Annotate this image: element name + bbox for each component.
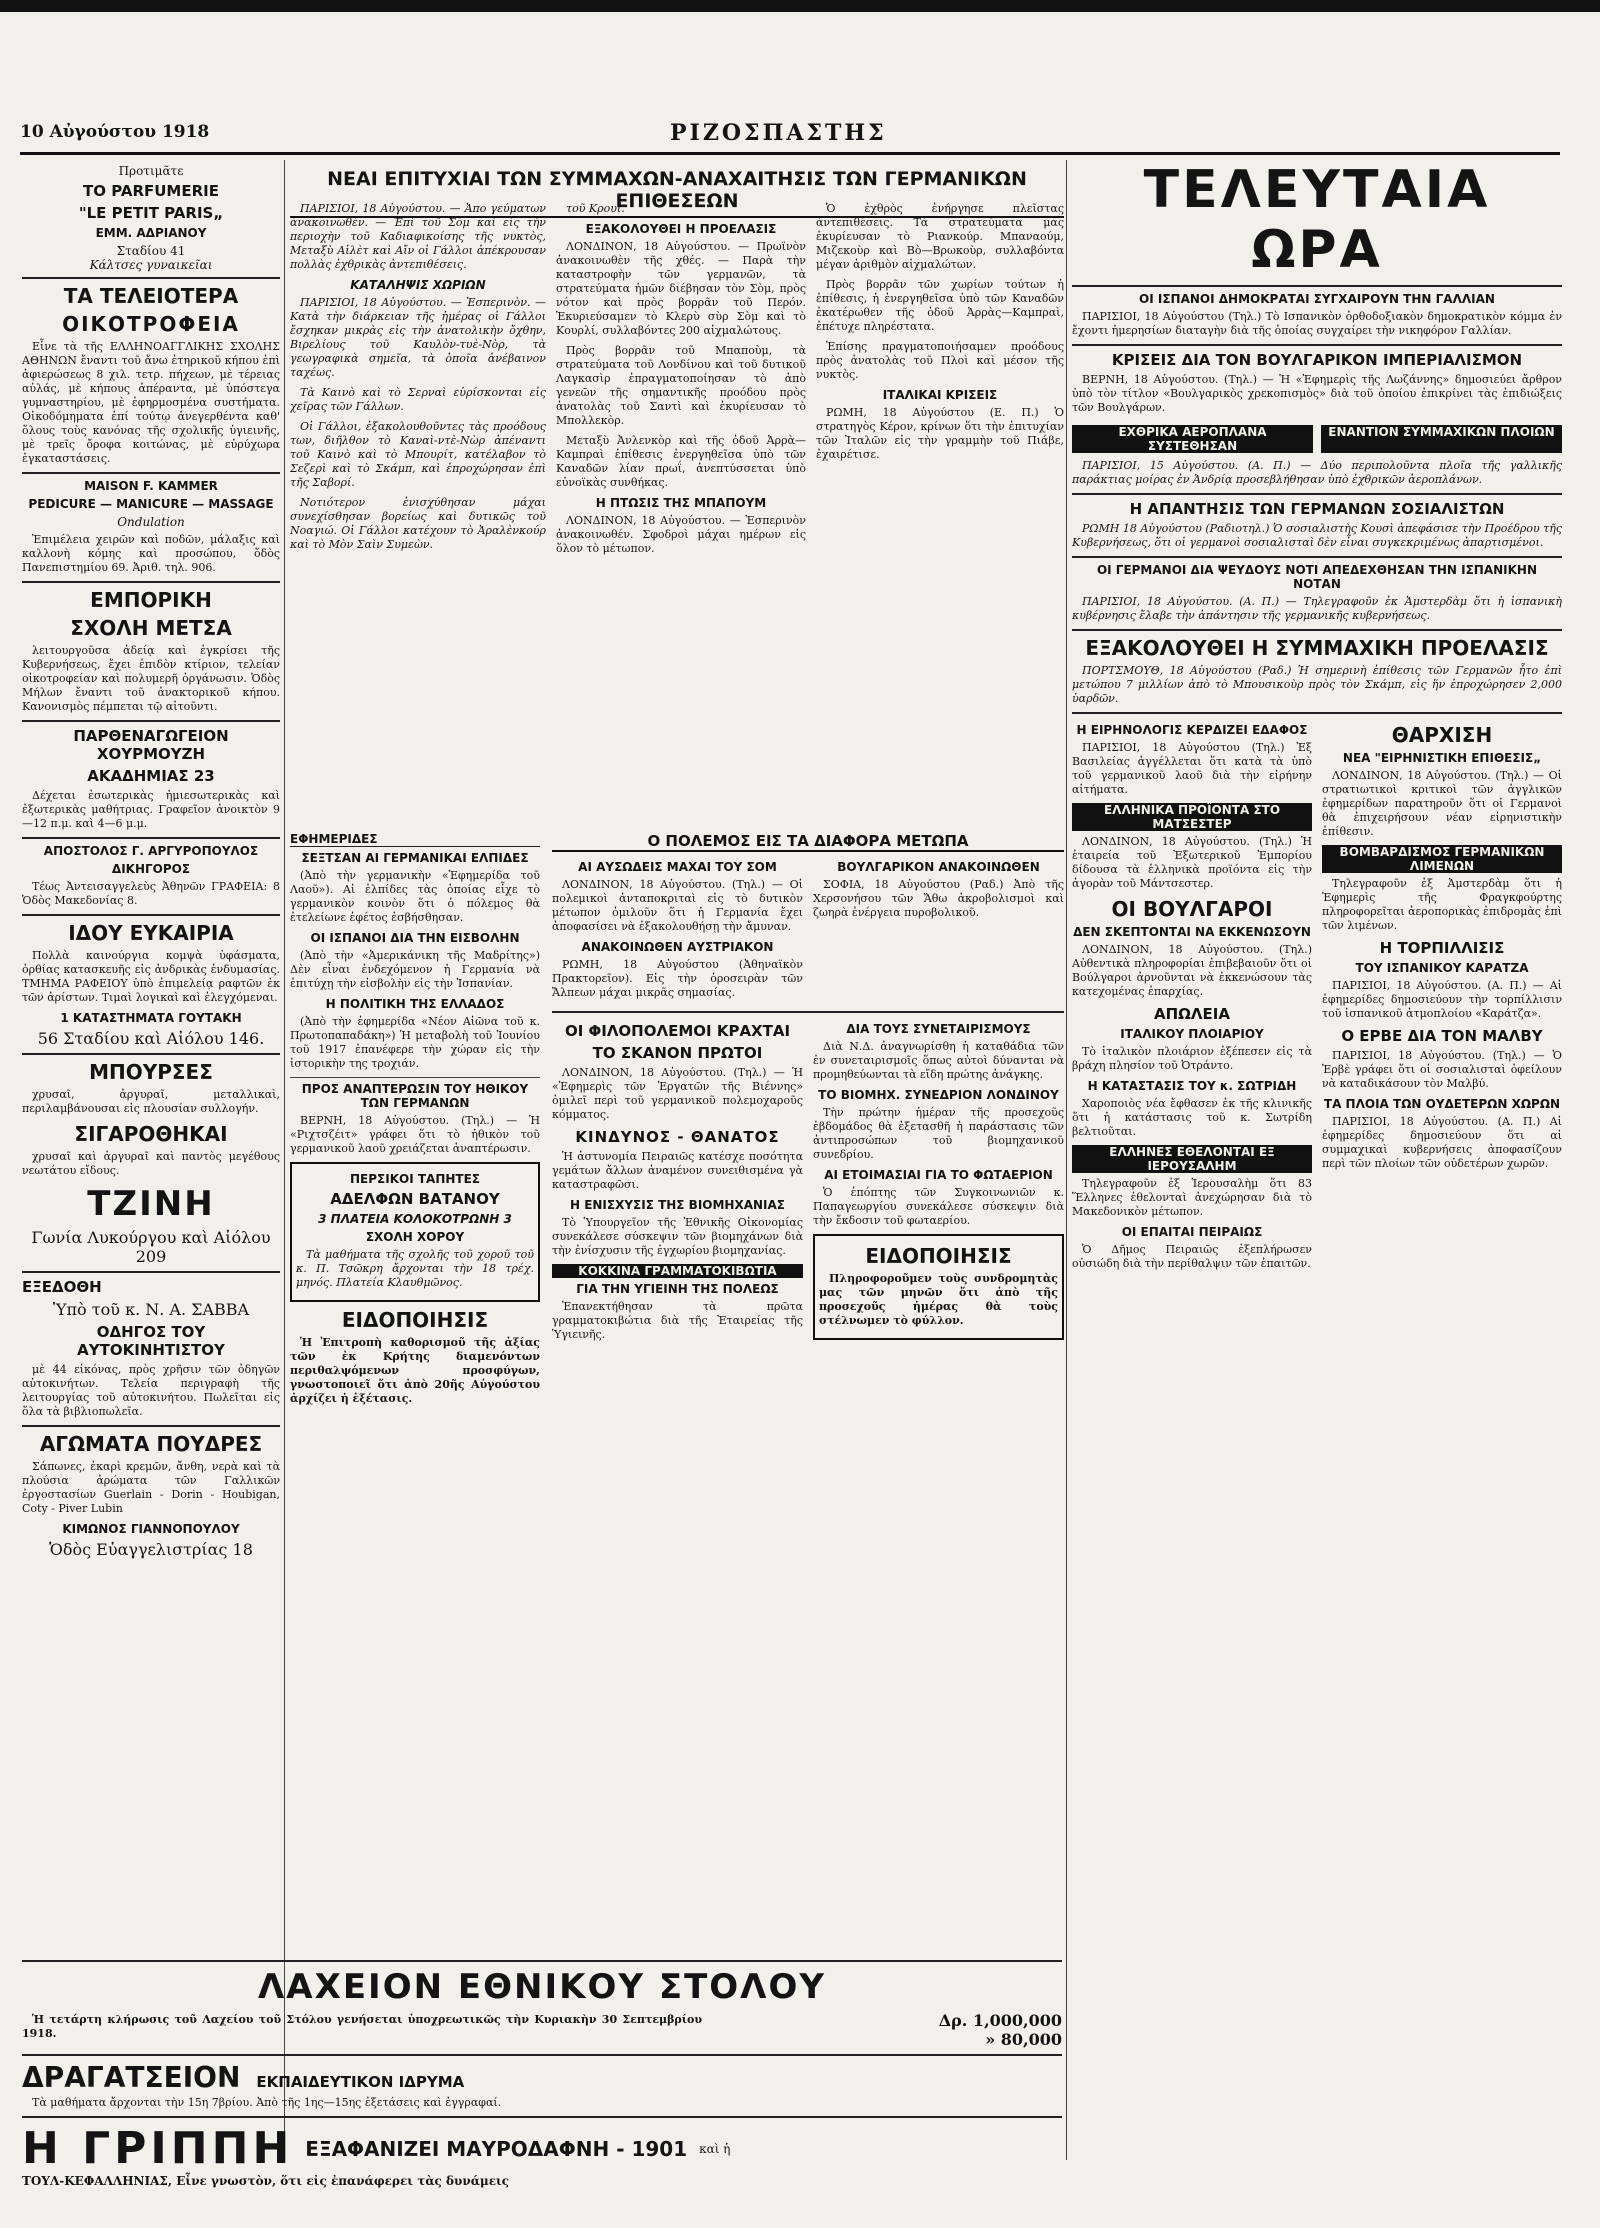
lottery-row (22, 2011, 1062, 2049)
lottery-title: ΛΑΧΕΙΟΝ ΕΘΝΙΚΟΥ ΣΤΟΛΟΥ (257, 1967, 826, 2007)
article-subtitle: ΔΕΝ ΣΚΕΠΤΟΝΤΑΙ ΝΑ ΕΚΚΕΝΩΣΟΥΝ (1073, 925, 1311, 939)
ad-title: ΜΠΟΥΡΣΕΣ (89, 1060, 213, 1084)
gripi-footer: ΤΟΥΛ-ΚΕΦΑΛΛΗΝΙΑΣ, Εἶνε γνωστὸν, ὅτι εἰς ἐπανάφερει τὰς δυνάμεις (22, 2174, 510, 2188)
article-text: ΛΟΝΔΙΝΟΝ, 18 Αὐγούστου. (Τηλ.) — Ἡ «Ἐφημερὶς τῶν Ἐργατῶν τῆς Βιέννης» ὁμιλεῖ περὶ τοῦ γερμανικοῦ πολεμοχαροῦς κόμματος. (552, 1066, 803, 1121)
article-text: Ἡ ἀστυνομία Πειραιῶς κατέσχε ποσότητα γεμάτων ἄλλων ἀναμένον συνειθισμένα γὰ καταστραφῶσι. (552, 1150, 803, 1191)
article-title: ΚΟΚΚΙΝΑ ΓΡΑΜΜΑΤΟΚΙΒΩΤΙΑ (552, 1264, 803, 1278)
article-subtitle: ΣΕΞΤΣΑΝ ΑΙ ΓΕΡΜΑΝΙΚΑΙ ΕΛΠΙΔΕΣ (301, 851, 529, 865)
gripi-subtitle: ΕΞΑΦΑΝΙΖΕΙ ΜΑΥΡΟΔΑΦΝΗ - 1901 (305, 2136, 688, 2161)
divider (22, 1960, 1062, 1962)
divider (22, 2054, 1062, 2056)
ad-title: ΤΖΙΝΗ (87, 1184, 215, 1224)
article-text: Πρὸς βορρᾶν τῶν χωρίων τούτων ἡ ἐπίθεσις, ἡ ἐνεργηθεῖσα ὑπὸ τῶν Καναδῶν ἐκατέρωθεν τῆς ὁδοῦ Ἀρρὰς—Καμπραὶ, ἐπέτυχε πληρέστατα. (816, 278, 1064, 333)
masthead (20, 118, 1580, 148)
article-text: (Ἀπὸ τὴν γερμανικὴν «Ἐφημερίδα τοῦ Λαοῦ»). Αἱ ἐλπίδες τὰς ὁποίας εἶχε τὸ γερμανικὸν κοινὸν ὅτι ὁ πόλεμος θὰ ἐτελείωνε ἐφέτος ἐσβήσθησαν. (290, 869, 540, 924)
divider (22, 1053, 280, 1055)
article-text: Τὸ Ὑπουργεῖον τῆς Ἐθνικῆς Οἰκονομίας συνεκάλεσε σύσκεψιν τῶν βιομηχάνων διὰ τὴν ἐνίσχυσιν τῆς ἐγχωρίου βιομηχανίας. (552, 1216, 803, 1257)
article-text: Ἐπανεκτήθησαν τὰ πρῶτα γραμματοκιβώτια διὰ τῆς Ἐταιρείας τῆς Ὑγιεινῆς. (552, 1300, 803, 1341)
ad-text: Ἐπιμέλεια χειρῶν καὶ ποδῶν, μάλαξις καὶ καλλονὴ κόμης καὶ προσώπου, ὅδὸς Πανεπιστημίου 69. Ἀριθ. τηλ. 906. (22, 533, 280, 574)
article-text: ΛΟΝΔΙΝΟΝ, 18 Αὐγούστου. — Ἑσπερινὸν ἀνακοινωθέν. Σφοδροὶ μάχαι ημέρων εἰς ὅλον τὸ μέτωπον. (556, 514, 806, 555)
ad-text: Σάπωνες, ἐκαρὶ κρεμῶν, ἄνθη, νερὰ καὶ τὰ πλούσια ἀρώματα τῶν Γαλλικῶν ἐργοστασίων Guerlain - Dorin - Houbigan, Coty - Piver Lubin (22, 1460, 280, 1515)
article-title: ΑΙ ΕΤΟΙΜΑΣΙΑΙ ΓΙΑ ΤΟ ΦΩΤΑΕΡΙΟΝ (824, 1168, 1053, 1182)
divider (22, 2116, 1062, 2118)
persian-carpets-ad (290, 1162, 540, 1302)
notice-box (813, 1234, 1064, 1340)
article-text: Ἐπίσης πραγματοποιήσαμεν προόδους πρὸς ἀνατολὰς τοῦ Πλοὶ καὶ μέσον τῆς νυκτὸς. (816, 340, 1064, 381)
article-subtitle: ΙΤΑΛΙΚΑΙ ΚΡΙΣΕΙΣ (882, 388, 998, 402)
article-title: ΒΟΜΒΑΡΔΙΣΜΟΣ ΓΕΡΜΑΝΙΚΩΝ ΛΙΜΕΝΩΝ (1322, 845, 1562, 873)
war-headline: ΝΕΑΙ ΕΠΙΤΥΧΙΑΙ ΤΩΝ ΣΥΜΜΑΧΩΝ-ΑΝΑΧΑΙΤΗΣΙΣ ΤΩΝ ΓΕΡΜΑΝΙΚΩΝ ΕΠΙΘΕΣΕΩΝ (290, 168, 1064, 218)
notice-text: Πληροφοροῦμεν τοὺς συνδρομητὰς μας τῶν μηνῶν ὅτι ἀπὸ τῆς προσεχοῦς ἡμέρας θὰ τοὺς στέλνωμεν τὸ φύλλον. (819, 1272, 1058, 1327)
ad-owner: ΕΜΜ. ΑΔΡΙΑΝΟΥ (95, 226, 207, 240)
ad-text: Εἶνε τὰ τῆς ΕΛΛΗΝΟΑΓΓΛΙΚΗΣ ΣΧΟΛΗΣ ΑΘΗΝΩΝ ἔναντι τοῦ ἄνω ἐτηρικοῦ κήπου ἐπὶ ἀφιερώσεως 8 χιλ. τετρ. πήχεων, μὲ τέρειας αὐλάς, μὲ κήπους ἀπέραντα, μὲ ὑπόστεγα γυμναστηρίου, μὲ ἐφηρμοσμένα συστήματα. Οἰκοδόμηματα ἐπί τούτῳ ἀνεγερθέντα καθ' ὅλους τοὺς κανόνας τῆς σχολικῆς ὑγιεινῆς, μὲ τρεῖς ὄροφα κοιτώνας, μὲ εὐρύχωρα ἐγκαταστάσεις. (22, 340, 280, 465)
ad-title: ΟΔΗΓΟΣ ΤΟΥ ΑΥΤΟΚΙΝΗΤΙΣΤΟΥ (77, 1323, 225, 1359)
ad-text: χρυσαῖ καὶ ἀργυραῖ καὶ παντὸς μεγέθους νεωτάτου εἴδους. (22, 1150, 280, 1177)
article-title: ΔΙΑ ΤΟΥΣ ΣΥΝΕΤΑΙΡΙΣΜΟΥΣ (846, 1022, 1031, 1036)
divider (1072, 712, 1562, 714)
parfumerie-ad (22, 164, 280, 272)
late-news-title: ΤΕΛΕΥΤΑΙΑ ΩΡΑ (1143, 160, 1491, 280)
article-subtitle: ΙΤΑΛΙΚΟΥ ΠΛΟΙΑΡΙΟΥ (1120, 1027, 1264, 1041)
ad-title: ΟΙΚΟΤΡΟΦΕΙΑ (62, 312, 240, 336)
notice-title: ΕΙΔΟΠΟΙΗΣΙΣ (341, 1308, 489, 1332)
lower-ads (22, 1955, 1062, 2188)
ad-text: λειτουργοῦσα ἀδείᾳ καὶ ἐγκρίσει τῆς Κυβερνήσεως, ἔχει ἐπιδὸν κτίριον, τελείαν οἰκοτροφείαν καὶ πολυμερῆ ὀργάνωσιν. Ὁδὸς Μήλων ἔναντι τοῦ ἀνακτορικοῦ κήπου. Κανονισμὸς πέμπεται τῷ αἰτοῦντι. (22, 644, 280, 713)
divider (22, 581, 280, 583)
ad-address: Σταδίου 41 (116, 244, 186, 258)
article-text: ΠΑΡΙΣΙΟΙ, 18 Αὐγούστου (Τηλ.) Τὸ Ισπανικὸν ὀρθοδοξιακὸν δημοκρατικὸν κόμμα ἐν ἔχοντι ἡμερησίων διαταγὴν διὰ τῆς ὁποίας συγχαίρει τὴν νικηφόρον Γαλλίαν. (1072, 310, 1562, 337)
ad-title: ΑΚΑΔΗΜΙΑΣ 23 (87, 767, 215, 785)
article-text: (Ἀπὸ τὴν ἐφημερίδα «Νέον Αἰῶνα τοῦ κ. Πρωτοπαπαδάκη») Ἡ μεταβολὴ τοῦ Ἰουνίου τοῦ 1917 ἐπανέφερε τὴν χώραν εἰς τὴν ἱστορικὴν της τροχιάν. (290, 1015, 540, 1070)
divider (1072, 344, 1562, 346)
article-title: ΕΛΛΗΝΕΣ ΕΘΕΛΟΝΤΑΙ ΕΞ ΙΕΡΟΥΣΑΛΗΜ (1072, 1145, 1312, 1173)
news-column (290, 200, 546, 820)
ad-title: ΑΔΕΛΦΩΝ ΒΑΤΑΝΟΥ (330, 1190, 500, 1208)
ad-text: Ὑπὸ τοῦ κ. Ν. Α. ΣΑΒΒΑ (52, 1300, 250, 1319)
article-title: ΟΙ ΒΟΥΛΓΑΡΟΙ (1111, 897, 1273, 921)
article-subtitle: ΒΟΥΛΓΑΡΙΚΟΝ ΑΝΑΚΟΙΝΩΘΕΝ (837, 860, 1040, 874)
article-subtitle: ΑΙ ΑΥΣΩΔΕΙΣ ΜΑΧΑΙ ΤΟΥ ΣΟΜ (578, 860, 777, 874)
dragatseion-row (22, 2061, 1062, 2094)
war-fronts-section (552, 828, 1064, 1348)
article-subtitle: ΤΟΥ ΙΣΠΑΝΙΚΟΥ ΚΑΡΑΤΖΑ (1355, 961, 1529, 975)
school-text: Τὰ μαθήματα ἄρχονται τὴν 15η 7βρίου. Ἀπὸ τῆς 1ης—15ης ἐξετάσεις καὶ ἐγγραφαί. (32, 2096, 502, 2109)
lottery-amounts (939, 2011, 1062, 2049)
article-text: ΛΟΝΔΙΝΟΝ, 18 Αὐγούστου. — Πρωϊνὸν ἀνακοινωθὲν τῆς χθές. — Παρὰ τὴν καταστροφὴν τῶν γερμανῶν, τὰ στρατεύματα ἡμῶν διέβησαν τὸν Σὸμ, πρὸς νότον καὶ πρὸς βορρᾶν τοῦ Περόν. Ἐκυριεύσαμεν τὸ Κλερὺ σὺρ Σὸμ καὶ τὸ Κουρλί, συλλαβόντες 200 αἰχμαλώτους. (556, 240, 806, 337)
article-text: ΛΟΝΔΙΝΟΝ, 18 Αὐγούστου. (Τηλ.) Αὐθεντικὰ πληροφορίαι ἐπιβεβαιοῦν ὅτι οἱ Βούλγαροι ἀρνοῦνται νὰ ἐκκενώσουν τὰς κατεχομένας ἐπαρχίας. (1072, 943, 1312, 998)
article-text: ΠΑΡΙΣΙΟΙ, 18 Αὐγούστου. — Ἀπο γεύματων ἀνακοινωθέν. — Ἐπὶ τοῦ Σὸμ καὶ εἰς τὴν περιοχὴν τοῦ Καδιαφικοίσης τῆς νυκτὸς, Μεταξὺ Αἰλὲτ καὶ Αἴν οἱ Γάλλοι ἀπέκρουσαν πολλὰς ἐχθρικὰς ἀντεπιθέσεις. (290, 202, 546, 271)
article-title: Η ΕΝΙΣΧΥΣΙΣ ΤΗΣ ΒΙΟΜΗΧΑΝΙΑΣ (569, 1198, 786, 1212)
masthead-rule (20, 152, 1560, 155)
ad-text: Κάλτσες γυναικεῖαι (89, 258, 213, 272)
article-title: Η ΑΠΑΝΤΗΣΙΣ ΤΩΝ ΓΕΡΜΑΝΩΝ ΣΟΣΙΑΛΙΣΤΩΝ (1129, 500, 1505, 518)
article-text: ΛΟΝΔΙΝΟΝ, 18 Αὐγούστου. (Τηλ.) Ἡ ἑταιρεία τοῦ Ἐξωτερικοῦ Ἐμπορίου δίδουσα τὰ ἑλληνικὰ προϊόντα εἰς τὴν ἀγορὰν τοῦ Μάντσεστερ. (1072, 835, 1312, 890)
article-text: ΒΕΡΝΗ, 18 Αὐγούστου. (Τηλ.) — Ἡ «Ἐφημερὶς τῆς Λωζάννης» δημοσιεύει ἄρθρον ὑπὸ τὸν τίτλον «Βουλγαρικὸς χρεκοπισμὸς» διὰ τοῦ ὁποίου ἐπικρίνει τὰς ἐπιδιώξεις τῶν Βουλγάρων. (1072, 373, 1562, 414)
article-text: ΠΑΡΙΣΙΟΙ, 18 Αὐγούστου. (Α. Π.) — Τηλεγραφοῦν ἐκ Ἀμστερδὰμ ὅτι ἡ ἱσπανικὴ κυβέρνησις ἔλαβε τὴν ἀπάντησιν τῆς γερμανικῆς κυβερνήσεως. (1072, 595, 1562, 622)
ad-address: Ὁδὸς Εὐαγγελιστρίας 18 (49, 1540, 253, 1559)
ad-title: ΑΠΟΣΤΟΛΟΣ Γ. ΑΡΓΥΡΟΠΟΥΛΟΣ (43, 844, 259, 858)
ad-title: ΕΜΠΟΡΙΚΗ (90, 588, 212, 612)
ad-text: Πολλὰ καινούργια κομψὰ ὑφάσματα, ὀρθίας κατασκευῆς εἰς ἀνδρικὰς ἐνδυμασίας. ΤΜΗΜΑ ΡΑΦΕΙΟΥ ὑπὸ ἐπιμελείᾳ ραφτῶν ἐκ τῶν ἀρίστων. Τιμαὶ λογικαὶ καὶ ἐλεγχόμεναι. (22, 949, 280, 1004)
article-text: ΡΩΜΗ, 18 Αὐγούστου (Ἀθηναϊκὸν Πρακτορεῖον). Εἰς τὴν ὀροσειρὰν τῶν Ἄλπεων μάχαι μικρᾶς σημασίας. (552, 958, 803, 999)
article-title: ΤΑ ΠΛΟΙΑ ΤΩΝ ΟΥΔΕΤΕΡΩΝ ΧΩΡΩΝ (1323, 1097, 1561, 1111)
ad-owner: ΚΙΜΩΝΟΣ ΓΙΑΝΝΟΠΟΥΛΟΥ (62, 1522, 240, 1536)
article-title: ΟΙ ΙΣΠΑΝΟΙ ΔΗΜΟΚΡΑΤΑΙ ΣΥΓΧΑΙΡΟΥΝ ΤΗΝ ΓΑΛΛΙΑΝ (1139, 292, 1495, 306)
article-subtitle: ΝΕΑ "ΕΙΡΗΝΙΣΤΙΚΗ ΕΠΙΘΕΣΙΣ„ (1342, 751, 1542, 765)
ad-title: ΠΑΡΘΕΝΑΓΩΓΕΙΟΝ ΧΟΥΡΜΟΥΖΗ (73, 727, 229, 763)
ad-text: Προτιμᾶτε (118, 164, 184, 178)
late-news-column (1072, 160, 1562, 2150)
divider (22, 472, 280, 474)
divider (22, 1425, 280, 1427)
section-title: Ο ΠΟΛΕΜΟΣ ΕΙΣ ΤΑ ΔΙΑΦΟΡΑ ΜΕΤΩΠΑ (552, 832, 1064, 852)
article-text: Ὁ Δῆμος Πειραιῶς ἐξεπλήρωσεν οὐσιώδη διὰ τὴν περίθαλψιν τῶν ἐπαιτῶν. (1072, 1243, 1312, 1270)
article-text: ΠΑΡΙΣΙΟΙ, 18 Αὐγούστου. — Ἑσπερινὸν. — Κατὰ τὴν διάρκειαν τῆς ἡμέρας οἱ Γάλλοι ἔσχηκαν μικρὰς εἰς τὴν ἀνατολικὴν ὄχθην, Βιρελίους τοῦ Καυλὸν-τυὲ-Νὸρ, τὰ γεωγραφικὰ σημεῖα, τὰ ὁποῖα ἀνέβαινον ταχέως. (290, 296, 546, 379)
article-text: ΣΟΦΙΑ, 18 Αὐγούστου (Ραδ.) Ἀπὸ τῆς Χερσονήσου τῶν Ἄθω ἀκροβολισμοὶ καὶ ζωηρὰ ἐνέργεια πυροβολικοῦ. (813, 878, 1064, 919)
divider (552, 1011, 1064, 1013)
ad-title: ΕΞΕΔΟΘΗ (22, 1278, 102, 1296)
article-subtitle: ΠΡΟΣ ΑΝΑΠΤΕΡΩΣΙΝ ΤΟΥ ΗΘΙΚΟΥ ΤΩΝ ΓΕΡΜΑΝΩΝ (301, 1082, 529, 1110)
article-text: Διὰ Ν.Δ. ἀναγνωρίσθη ἡ καταθάδια τῶν ἐν συνεταιρισμοῖς ὅπως αὐτοὶ δύνανται νὰ προμηθεύωνται τὰ εἴδη πρώτης ἀνάγκης. (813, 1040, 1064, 1081)
ad-address: 3 ΠΛΑΤΕΙΑ ΚΟΛΟΚΟΤΡΩΝΗ 3 (318, 1212, 512, 1226)
article-title: ΚΡΙΣΕΙΣ ΔΙΑ ΤΟΝ ΒΟΥΛΓΑΡΙΚΟΝ ΙΜΠΕΡΙΑΛΙΣΜΟΝ (1111, 351, 1523, 369)
article-title: ΕΞΑΚΟΛΟΥΘΕΙ Η ΣΥΜΜΑΧΙΚΗ ΠΡΟΕΛΑΣΙΣ (1085, 636, 1549, 660)
ad-text: Δέχεται ἐσωτερικὰς ἡμιεσωτερικὰς καὶ ἐξωτερικὰς μαθήτριας. Γραφεῖον ἀνοικτὸν 9—12 π.μ. καὶ 4—6 μ.μ. (22, 789, 280, 830)
article-subtitle: ΑΝΑΚΟΙΝΩΘΕΝ ΑΥΣΤΡΙΑΚΟΝ (581, 940, 774, 954)
article-text: ΡΩΜΗ, 18 Αὐγούστου (Ε. Π.) Ὁ στρατηγὸς Κέρον, κρίνων ὅτι τὴν ἐπιτυχίαν τῶν Ἰταλῶν εἰς τὴν γραμμὴν τοῦ Πιάβε, ἐχαιρέτισε. (816, 406, 1064, 461)
lottery-text: Ἡ τετάρτη κλήρωσις τοῦ Λαχείου τοῦ Στόλου γενήσεται ὑποχρεωτικῶς τὴν Κυριακὴν 30 Σεπτεμβρίου 1918. (22, 2013, 702, 2040)
newspaper-name: ΡΙΖΟΣΠΑΣΤΗΣ (670, 120, 887, 146)
ad-title: "LE PETIT PARIS„ (78, 204, 224, 222)
article-text: ΒΕΡΝΗ, 18 Αὐγούστου. (Τηλ.) — Ἡ «Ριχτσζέιτ» γράφει ὅτι τὸ ἠθικὸν τοῦ γερμανικοῦ λαοῦ χρειάζεται ἀναπτέρωσιν. (290, 1114, 540, 1155)
article-text: Τηλεγραφοῦν ἐξ Ἱερουσαλὴμ ὅτι 83 Ἕλληνες ἐθελονταὶ ἀνεχώρησαν διὰ τὸ Μακεδονικὸν μέτωπον. (1072, 1177, 1312, 1218)
ads-column (22, 160, 280, 2150)
notice-text: Ἡ Ἐπιτροπὴ καθορισμοῦ τῆς ἀξίας τῶν ἐκ Κρήτης διαμενόντων περιθαλψόμενων προσφύγων, γνωστοποιεῖ ὅτι ἀπὸ 20ῆς Αὐγούστου ἀρχίζει ἡ ἐξέτασις. (290, 1336, 540, 1405)
page-date: 10 Αὐγούστου 1918 (20, 122, 210, 142)
news-column (816, 200, 1064, 820)
divider (22, 720, 280, 722)
article-text: (Ἀπὸ τὴν «Ἀμερικάνικη τῆς Μαδρίτης») Δὲν εἶναι ἐνδεχόμενον ἡ Γερμανία νὰ ἐπιτύχῃ τὴν εἰσβολὴν εἰς τὴν Ἱσπανίαν. (290, 949, 540, 990)
ad-title: ΣΧΟΛΗ ΜΕΤΣΑ (70, 616, 232, 640)
divider (22, 837, 280, 839)
article-text: ΠΑΡΙΣΙΟΙ, 15 Αὐγούστου. (Α. Π.) — Δύο περιπολοῦντα πλοῖα τῆς γαλλικῆς παράκτιας μοίρας ἐν Ἀνδρίᾳ προσεβλήθησαν ὑπὸ ἐχθρικῶν ἀεροπλάνων. (1072, 459, 1562, 486)
section-title: ΕΦΗΜΕΡΙΔΕΣ (290, 832, 540, 847)
school-title: ΔΡΑΓΑΤΣΕΙΟΝ (22, 2061, 241, 2094)
article-subtitle: ΓΙΑ ΤΗΝ ΥΓΙΕΙΝΗ ΤΗΣ ΠΟΛΕΩΣ (576, 1282, 779, 1296)
column-rule (1066, 160, 1067, 2160)
divider (22, 277, 280, 279)
article-title: ΑΠΩΛΕΙΑ (1154, 1005, 1230, 1023)
article-title: Η ΤΟΡΠΙΛΛΙΣΙΣ (1379, 939, 1505, 957)
article-text: Χαροποιὸς νέα ἔφθασεν ἐκ τῆς κλινικῆς ὅτι ἡ κατάστασις τοῦ κ. Σωτρίδη βελτιοῦται. (1072, 1097, 1312, 1138)
ad-title: ΠΕΡΣΙΚΟΙ ΤΑΠΗΤΕΣ (350, 1172, 480, 1186)
article-title: ΕΧΘΡΙΚΑ ΑΕΡΟΠΛΑΝΑ ΣΥΣΤΕΘΗΣΑΝ (1072, 425, 1313, 453)
article-subtitle: ΟΙ ΙΣΠΑΝΟΙ ΔΙΑ ΤΗΝ ΕΙΣΒΟΛΗΝ (310, 931, 520, 945)
article-text: ΡΩΜΗ 18 Αὐγούστου (Ραδιοτηλ.) Ὁ σοσιαλιστὴς Κουσὶ ἀπεφάσισε τὴν Προέδρου τῆς Κυβερνήσεως, ὅτι οἱ γερμανοὶ σοσιαλισταὶ δὲν εἶναι συγκεκριμένως ἀπαρτισμένοι. (1072, 522, 1562, 549)
divider (1072, 285, 1562, 287)
ad-title: MAISON F. KAMMER (84, 479, 218, 493)
ad-text: Τέως Ἀντεισαγγελεὺς Ἀθηνῶν ΓΡΑΦΕΙΑ: 8 Ὁδὸς Μακεδονίας 8. (22, 880, 280, 907)
article-text: Ὁ ἐχθρὸς ἐνήργησε πλεῖστας ἀντεπιθέσεις. Τὰ στρατεύματα μας ἐκυρίευσαν τὸ Ριανκούρ. Μπαναούμ, Μιζεκοὺρ καὶ Βὸ—Βρωκοὺρ, συλλαβόντα μέγαν ἀριθμὸν αἰχμαλώτων. (816, 202, 1064, 271)
column-rule (284, 160, 285, 2160)
article-text: ΛΟΝΔΙΝΟΝ, 18 Αὐγούστου. (Τηλ.) — Οἱ πολεμικοὶ ἀνταποκριταὶ εἰς τὸ δυτικὸν μέτωπον ὁμιλοῦν ὅτι ἡ Γερμανία ἔχει ἀποφασίσει νὰ ἐξακολουθήσῃ τὴν ἄμυναν. (552, 878, 803, 933)
article-text: Τηλεγραφοῦν ἐξ Ἀμστερδὰμ ὅτι ἡ Ἐφημερὶς τῆς Φραγκφούρτης πληροφορεῖται ἀεροπορικὰς ἐπιδρομὰς ἐπὶ τῶν λιμένων. (1322, 877, 1562, 932)
school-subtitle: ΕΚΠΑΙΔΕΥΤΙΚΟΝ ΙΔΡΥΜΑ (256, 2073, 465, 2091)
ad-text: Ondulation (117, 515, 185, 529)
article-text: ΠΑΡΙΣΙΟΙ, 18 Αὐγούστου (Τηλ.) Ἐξ Βασιλείας ἀγγέλλεται ὅτι κατὰ τὰ ὑπὸ τοῦ γερμανικοῦ λαοῦ διὰ τὴν εἰρήνην αἰτήματα. (1072, 741, 1312, 796)
article-subtitle: Η ΠΤΩΣΙΣ ΤΗΣ ΜΠΑΠΟΥΜ (595, 496, 767, 510)
article-title: Ο ΕΡΒΕ ΔΙΑ ΤΟΝ ΜΑΛΒΥ (1341, 1027, 1543, 1045)
ad-title: ΣΙΓΑΡΟΘΗΚΑΙ (74, 1122, 228, 1146)
divider (290, 1077, 540, 1078)
lottery-amount: Δρ. 1,000,000 (938, 2011, 1062, 2030)
article-subtitle: ΤΟ ΣΚΑΝΟΝ ΠΡΩΤΟΙ (592, 1044, 763, 1062)
divider (22, 914, 280, 916)
kammer-ad (22, 479, 280, 529)
top-border (0, 0, 1600, 12)
ad-title: ΙΔΟΥ ΕΥΚΑΙΡΙΑ (68, 921, 234, 945)
ad-address: Γωνία Λυκούργου καὶ Αἰόλου 209 (31, 1228, 271, 1266)
article-title: ΟΙ ΦΙΛΟΠΟΛΕΜΟΙ ΚΡΑΧΤΑΙ (564, 1022, 791, 1040)
news-column (556, 200, 806, 820)
article-title: ΘΑΡΧΙΣΗ (1391, 723, 1493, 747)
article-text: ΠΑΡΙΣΙΟΙ, 18 Αὐγούστου. (Α. Π.) Αἱ ἐφημερίδες δημοσιεύουν ὅτι αἱ συμμαχικαὶ κυβερνήσεις ἀποφασίζουν περὶ τῶν πλοίων τῶν οὐδετέρων χωρῶν. (1322, 1115, 1562, 1170)
article-text: Νοτιότερον ἐνισχύθησαν μάχαι συνεχίσθησαν βορείως καὶ δυτικῶς τοῦ Νοαγιώ. Οἱ Γάλλοι κατέχουν τὸ Ἀραλὲνκούρ καὶ τὸ Μὸν Σαὶν Συμεὼν. (290, 496, 546, 551)
article-text: ΠΑΡΙΣΙΟΙ, 18 Αὐγούστου. (Α. Π.) — Αἱ ἐφημερίδες δημοσιεύουν τὴν τορπίλλισιν τοῦ ἱσπανικοῦ ἀτμοπλοίου «Καράτζα». (1322, 979, 1562, 1020)
article-text: ΛΟΝΔΙΝΟΝ, 18 Αὐγούστου. (Τηλ.) — Οἱ στρατιωτικοὶ κριτικοὶ τῶν ἀγγλικῶν ἐφημερίδων παρατηροῦν ὅτι οἱ Γερμανοὶ θὰ ἐπιχειρήσουν νέαν εἰρηνιστικὴν ἐπίθεσιν. (1322, 769, 1562, 838)
article-title: ΟΙ ΓΕΡΜΑΝΟΙ ΔΙΑ ΨΕΥΔΟΥΣ ΝΟΤΙ ΑΠΕΔΕΧΘΗΣΑΝ ΤΗΝ ΙΣΠΑΝΙΚΗΝ ΝΟΤΑΝ (1096, 563, 1538, 591)
ad-title: ΤΑ ΤΕΛΕΙΟΤΕΡΑ (63, 284, 239, 308)
divider (22, 1271, 280, 1273)
article-title: ΤΟ ΒΙΟΜΗΧ. ΣΥΝΕΔΡΙΟΝ ΛΟΝΔΙΝΟΥ (818, 1088, 1059, 1102)
lottery-amount: » 80,000 (985, 2030, 1062, 2049)
article-text: Οἱ Γάλλοι, ἐξακολουθοῦντες τὰς προόδους των, διῆλθον τὸ Καναὶ-ντὲ-Νὼρ ἀπέναντι τοῦ Καινὸ καὶ τὸ Μπουρίτ, κατέλαβον τὸ Σεζερὶ καὶ τὸ Σκάμπ, καὶ ἐπροχώρησαν ἐπὶ τῆς Σαβορί. (290, 420, 546, 489)
article-title: ΟΙ ΕΠΑΙΤΑΙ ΠΕΙΡΑΙΩΣ (1121, 1225, 1263, 1239)
article-subtitle: ΚΑΤΑΛΗΨΙΣ ΧΩΡΙΩΝ (350, 278, 486, 292)
article-title: ΕΛΛΗΝΙΚΑ ΠΡΟΪΟΝΤΑ ΣΤΟ ΜΑΤΣΕΣΤΕΡ (1072, 803, 1312, 831)
divider (1072, 629, 1562, 631)
article-subtitle: Η ΠΟΛΙΤΙΚΗ ΤΗΣ ΕΛΛΑΔΟΣ (325, 997, 505, 1011)
divider (1072, 493, 1562, 495)
ad-title: ΣΧΟΛΗ ΧΟΡΟΥ (365, 1230, 465, 1244)
article-text: ΠΑΡΙΣΙΟΙ, 18 Αὐγούστου. (Τηλ.) — Ὁ Ἐρβὲ γράφει ὅτι οἱ σοσιαλισταὶ ὀφείλουν νὰ καταδικάσουν τὸν Μαλβύ. (1322, 1049, 1562, 1090)
gripi-note: καὶ ἡ (699, 2141, 731, 2156)
article-text: τοῦ Κρουί. (566, 202, 625, 215)
article-title: Η ΚΑΤΑΣΤΑΣΙΣ ΤΟΥ κ. ΣΩΤΡΙΔΗ (1087, 1079, 1297, 1093)
article-text: Ὁ ἐπόπτης τῶν Συγκοινωνιῶν κ. Παπαγεωργίου συνεκάλεσε σύσκεψιν διὰ τὴν ἔκδοσιν τοῦ φωταερίου. (813, 1186, 1064, 1227)
ad-text: χρυσαῖ, ἀργυραῖ, μεταλλικαὶ, περιλαμβάνουσαι εἰς πλουσίαν συλλογήν. (22, 1088, 280, 1115)
article-text: ΠΟΡΤΣΜΟΥΘ, 18 Αὐγούστου (Ραδ.) Ἡ σημερινὴ ἐπίθεσις τῶν Γερμανῶν ἦτο ἐπὶ μετώπου 7 μιλλίων ἀπὸ τὸ Μπουσικοὺρ πρὸς τὸν Σκάμπ, εἰς ἥν ἐπροχώρησεν 2,000 ὑαρδῶν. (1072, 664, 1562, 705)
article-title-row (1072, 421, 1562, 457)
ad-title: PEDICURE — MANICURE — MASSAGE (28, 497, 274, 511)
late-news-split (1072, 719, 1562, 1277)
ad-title: ΑΓΩΜΑΤΑ ΠΟΥΔΡΕΣ (39, 1432, 263, 1456)
ad-owner: 1 ΚΑΤΑΣΤΗΜΑΤΑ ΓΟΥΤΑΚΗ (60, 1011, 242, 1025)
article-title: Η ΕΙΡΗΝΟΛΟΓΙΣ ΚΕΡΔΙΖΕΙ ΕΔΑΦΟΣ (1076, 723, 1308, 737)
article-text: Μεταξὺ Ἀνλενκὸρ καὶ τῆς ὁδοῦ Ἀρρὰ—Καμπραὶ ἐπίθεσις ἐνεργηθεῖσα ὑπὸ τῶν Καναδῶν λίαν πρωΐ, ἀνεπτύσσεται ὑπὸ εὐνοϊκὰς συνθήκας. (556, 434, 806, 489)
article-text: Τὸ ἰταλικὸν πλοιάριον ἐξέπεσεν εἰς τὰ βράχη πλησίον τοῦ Ὀτράντο. (1072, 1045, 1312, 1072)
article-title: ΚΙΝΔΥΝΟΣ - ΘΑΝΑΤΟΣ (575, 1128, 780, 1146)
gripi-title: Η ΓΡΙΠΠΗ (22, 2123, 294, 2174)
article-text: Τὴν πρώτην ἡμέραν τῆς προσεχοῦς ἑβδομάδος θὰ ἐξετασθῆ ἡ παράστασις τῶν ἀντιπροσώπων τοῦ βιομηχανικοῦ συνεδρίου. (813, 1106, 1064, 1161)
article-text: Πρὸς βορρᾶν τοῦ Μπαποὺμ, τὰ στρατεύματα τοῦ Λονδίνου καὶ τοῦ δυτικοῦ Λαγκασὶρ ἐπραγματοποίησαν τὸ ἀπὸ γενεῶν τῆς σημαντικῆς προόδου πρὸς ἀνατολὰς τοῦ Σαντὶ καὶ ἐκυρίευσαν τὸ Μπολλεκὸρ. (556, 344, 806, 427)
ad-text: μὲ 44 εἰκόνας, πρὸς χρῆσιν τῶν ὁδηγῶν αὐτοκινήτων. Τελεία περιγραφὴ τῆς λειτουργίας τοῦ αὐτοκινήτου. Πωλεῖται εἰς ὅλα τὰ βιβλιοπωλεῖα. (22, 1363, 280, 1418)
divider (1072, 556, 1562, 558)
newspapers-column (290, 828, 540, 1412)
gripi-row (22, 2123, 1062, 2174)
ad-address: 56 Σταδίου καὶ Αἰόλου 146. (37, 1029, 265, 1048)
ad-title: ΤΟ PARFUMERIE (83, 182, 219, 200)
ad-text: Τὰ μαθήματα τῆς σχολῆς τοῦ χοροῦ τοῦ κ. Π. Τσῶκρη ἄρχονται τὴν 18 τρέχ. μηνός. Πλατεία Κλαυθμῶνος. (296, 1248, 534, 1289)
article-text: Τὰ Καινὸ καὶ τὸ Σερναὶ εὑρίσκονται εἰς χεῖρας τῶν Γάλλων. (290, 386, 546, 413)
ad-title: ΔΙΚΗΓΟΡΟΣ (111, 862, 191, 876)
article-title: ΕΝΑΝΤΙΟΝ ΣΥΜΜΑΧΙΚΩΝ ΠΛΟΙΩΝ (1321, 425, 1562, 453)
article-subtitle: ΕΞΑΚΟΛΟΥΘΕΙ Η ΠΡΟΕΛΑΣΙΣ (585, 222, 777, 236)
notice-title: ΕΙΔΟΠΟΙΗΣΙΣ (865, 1244, 1012, 1268)
